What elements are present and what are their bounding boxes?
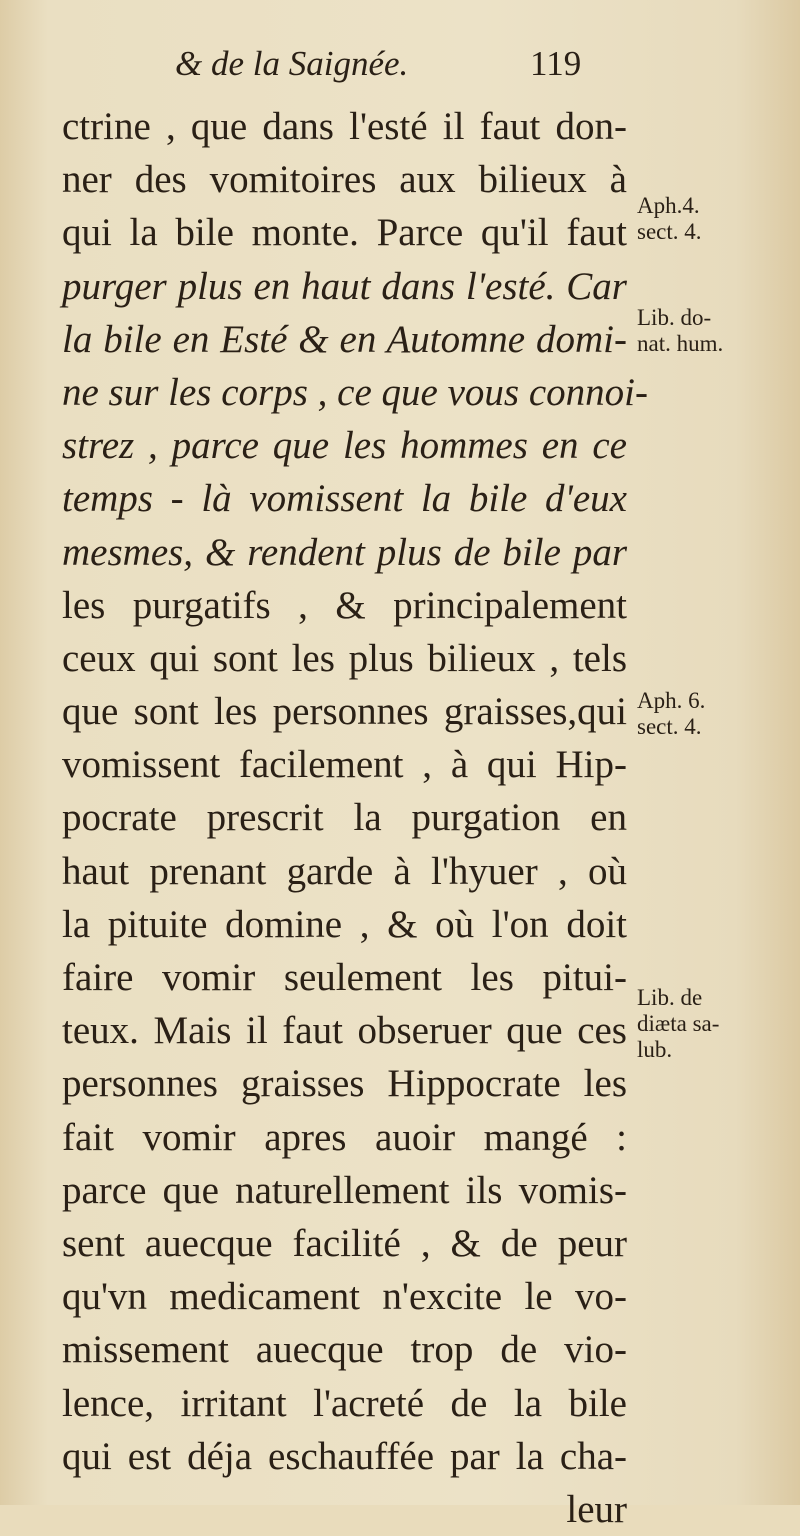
margin-note-line: Aph.4. xyxy=(637,193,700,218)
text-line: faire vomir seulement les pitui- xyxy=(62,956,627,999)
margin-note-line: sect. 4. xyxy=(637,219,702,244)
text-line: qu'vn medicament n'excite le vo- xyxy=(62,1275,627,1319)
text-line: la pituite domine , & où l'on doit xyxy=(62,902,627,946)
margin-note-line: nat. hum. xyxy=(637,331,724,356)
body-text xyxy=(62,100,648,1536)
margin-note xyxy=(637,305,723,357)
text-line: parce que naturellement ils vomis- xyxy=(62,1168,627,1212)
text-line: ne sur les corps , ce que vous connoi- xyxy=(62,370,648,414)
text-line: ctrine , que dans l'esté il faut don- xyxy=(62,105,627,148)
text-line: haut prenant garde à l'hyuer , où xyxy=(62,849,627,893)
text-line: pocrate prescrit la purgation en xyxy=(62,796,627,840)
margin-note-line: lub. xyxy=(637,1037,673,1062)
text-line: qui la bile monte. Parce qu'il faut xyxy=(62,211,627,255)
page-number: 119 xyxy=(530,44,582,83)
text-line: purger plus en haut dans l'esté. Car xyxy=(62,264,627,308)
text-line: qui est déja eschauffée par la cha- xyxy=(62,1434,627,1478)
text-line: la bile en Esté & en Automne domi- xyxy=(62,317,627,361)
text-line: fait vomir apres auoir mangé : xyxy=(62,1115,627,1159)
margin-note-line: Lib. do- xyxy=(637,305,712,330)
text-line: strez , parce que les hommes en ce xyxy=(62,424,627,468)
text-line: les purgatifs , & principalement xyxy=(62,583,627,627)
margin-note xyxy=(637,688,705,740)
margin-note xyxy=(637,985,719,1063)
text-line: teux. Mais il faut obseruer que ces xyxy=(62,1009,627,1053)
text-line: ner des vomitoires aux bilieux à xyxy=(62,158,627,202)
text-line: missement auecque trop de vio- xyxy=(62,1328,627,1372)
text-line: vomissent facilement , à qui Hip- xyxy=(62,743,627,787)
margin-note-line: Lib. de xyxy=(637,985,703,1010)
running-title: & de la Saignée. xyxy=(175,44,409,83)
margin-note-line: sect. 4. xyxy=(637,714,702,739)
text-line: sent auecque facilité , & de peur xyxy=(62,1221,627,1265)
running-header xyxy=(175,44,635,90)
text-line: temps - là vomissent la bile d'eux xyxy=(62,477,627,521)
text-line: mesmes, & rendent plus de bile par xyxy=(62,530,627,574)
text-line: personnes graisses Hippocrate les xyxy=(62,1062,627,1106)
margin-note-line: Aph. 6. xyxy=(637,688,706,713)
margin-note xyxy=(637,193,702,245)
text-line: ceux qui sont les plus bilieux , tels xyxy=(62,636,627,680)
text-line: leur xyxy=(566,1487,627,1531)
text-line: que sont les personnes graisses,qui xyxy=(62,690,627,734)
margin-note-line: diæta sa- xyxy=(637,1011,720,1036)
text-line: lence, irritant l'acreté de la bile xyxy=(62,1381,627,1425)
